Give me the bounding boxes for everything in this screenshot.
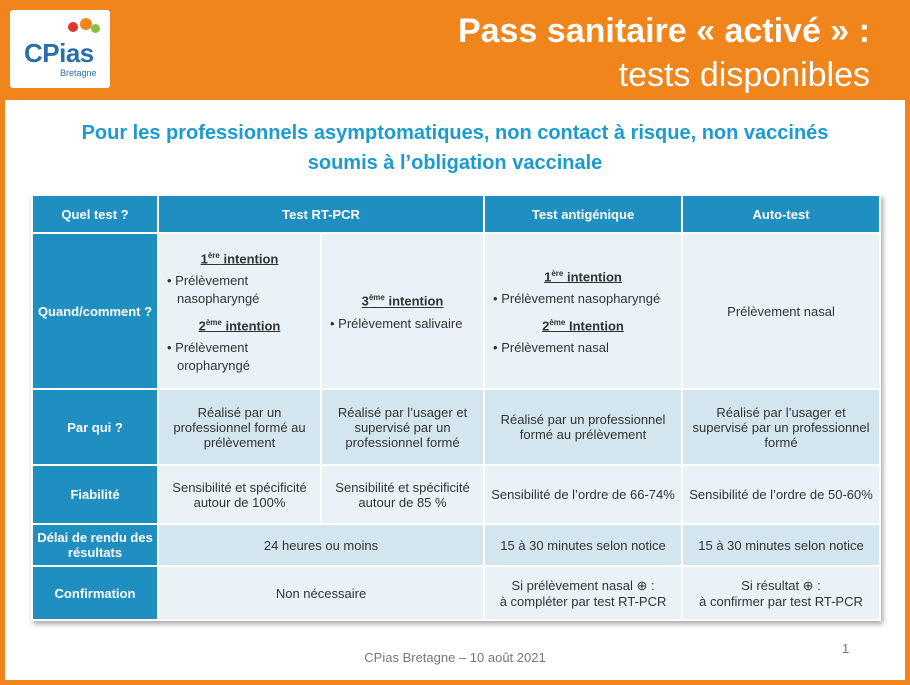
cell-auto-fiabilite: Sensibilité de l’ordre de 50-60%	[683, 466, 879, 523]
ag-bullet-nasopharynge-text: Prélèvement nasopharyngé	[501, 291, 661, 306]
cell-ag-quand	[485, 234, 681, 388]
header-quel-test: Quel test ?	[33, 196, 157, 232]
row-label-confirmation: Confirmation	[33, 567, 157, 619]
subtitle-line1: Pour les professionnels asymptomatiques, non contact à risque, non vaccinés	[81, 122, 829, 144]
ag-confirmation-line2: à compléter par test RT-PCR	[499, 593, 667, 609]
page-number: 1	[842, 641, 850, 656]
pcr-third-intention-num: 3	[361, 293, 369, 309]
header-auto-test: Auto-test	[683, 196, 879, 232]
row-quand-comment	[33, 234, 879, 388]
cell-ag-fiabilite: Sensibilité de l’ordre de 66-74%	[485, 466, 681, 523]
ag-bullet-nasopharynge: • Prélèvement nasopharyngé	[493, 291, 661, 306]
cell-pcr-par-qui-usager: Réalisé par l’usager et supervisé par un professionnel formé	[322, 390, 483, 464]
ag-first-intention	[489, 269, 677, 284]
pcr-first-intention-text: intention	[223, 251, 279, 266]
pcr-bullet-salivaire: • Prélèvement salivaire	[330, 315, 463, 331]
cell-pcr-par-qui-pro: Réalisé par un professionnel formé au prélèvement	[159, 390, 320, 464]
row-confirmation	[33, 567, 879, 619]
ag-confirmation-line1: Si prélèvement nasal ⊕ :	[511, 577, 655, 593]
slide-footer: CPias Bretagne – 10 août 2021	[364, 650, 546, 665]
pcr-bullet-oropharynge: • Prélèvement oropharyngé	[167, 340, 250, 374]
row-label-par-qui: Par qui ?	[33, 390, 157, 464]
pcr-third-intention	[326, 293, 479, 308]
row-fiabilite	[33, 466, 879, 523]
slide-title-line1: Pass sanitaire « activé » :	[457, 12, 870, 50]
ag-first-intention-text: intention	[567, 269, 622, 284]
cell-pcr-fiabilite-85: Sensibilité et spécificité autour de 85 %	[322, 466, 483, 523]
logo-dot-green-icon	[91, 24, 100, 33]
ag-first-intention-num: 1	[544, 269, 552, 284]
pcr-first-intention-sup: ère	[207, 250, 220, 260]
header-antigenique: Test antigénique	[485, 196, 681, 232]
subtitle-line2: soumis à l’obligation vaccinale	[307, 152, 603, 174]
cell-auto-par-qui: Réalisé par l’usager et supervisé par un professionnel formé	[683, 390, 879, 464]
pcr-bullet-nasopharynge: • Prélèvement nasopharyngé	[167, 273, 260, 306]
ag-bullet-nasal: • Prélèvement nasal	[493, 340, 609, 356]
ag-second-intention-text: Intention	[569, 318, 624, 334]
cell-ag-par-qui: Réalisé par un professionnel formé au prélèvement	[485, 390, 681, 464]
ag-first-intention-sup: ère	[551, 268, 564, 278]
pcr-third-intention-text: intention	[388, 293, 444, 309]
row-label-quand: Quand/comment ?	[33, 234, 157, 388]
logo-subtitle: Bretagne	[60, 68, 97, 78]
header-rt-pcr: Test RT-PCR	[159, 196, 483, 232]
pcr-first-intention-num: 1	[200, 251, 208, 266]
pcr-second-intention-text: intention	[225, 318, 281, 334]
cell-auto-delai: 15 à 30 minutes selon notice	[683, 525, 879, 565]
cpias-logo	[10, 10, 110, 88]
pcr-second-intention-sup: ème	[205, 318, 222, 327]
pcr-third-intention-sup: ème	[368, 293, 385, 303]
pcr-first-intention	[163, 251, 316, 266]
table-header-row	[33, 196, 879, 232]
pcr-second-intention	[163, 318, 316, 333]
cell-auto-quand: Prélèvement nasal	[683, 234, 879, 388]
row-delai	[33, 525, 879, 565]
slide-title-line2: tests disponibles	[618, 56, 870, 94]
ag-bullet-nasal-text: Prélèvement nasal	[501, 340, 609, 356]
cell-pcr-fiabilite-100: Sensibilité et spécificité autour de 100%	[159, 466, 320, 523]
ag-second-intention-sup: ème	[549, 318, 566, 327]
tests-table	[31, 194, 881, 621]
cell-pcr-salivaire	[322, 234, 483, 388]
pcr-second-intention-num: 2	[198, 318, 206, 334]
pcr-bullet-nasopharynge-text: Prélèvement nasopharyngé	[175, 273, 260, 306]
ag-second-intention	[489, 318, 677, 333]
slide-header	[0, 0, 910, 100]
slide-subtitle	[0, 118, 910, 178]
pcr-bullet-salivaire-text: Prélèvement salivaire	[338, 315, 463, 331]
ag-second-intention-num: 2	[542, 318, 550, 334]
logo-text: CPias	[24, 38, 94, 68]
row-label-delai: Délai de rendu des résultats	[33, 525, 157, 565]
auto-confirmation-line2: à confirmer par test RT-PCR	[699, 593, 863, 609]
cell-ag-delai: 15 à 30 minutes selon notice	[485, 525, 681, 565]
cell-ag-confirmation	[485, 567, 681, 619]
cell-auto-confirmation	[683, 567, 879, 619]
cell-pcr-quand	[159, 234, 320, 388]
row-par-qui	[33, 390, 879, 464]
logo-dot-red-icon	[68, 22, 78, 32]
cell-pcr-delai: 24 heures ou moins	[159, 525, 483, 565]
row-label-fiabilite: Fiabilité	[33, 466, 157, 523]
cell-pcr-confirmation: Non nécessaire	[159, 567, 483, 619]
auto-confirmation-line1: Si résultat ⊕ :	[741, 577, 821, 593]
pcr-bullet-oropharynge-text: Prélèvement oropharyngé	[175, 340, 250, 374]
